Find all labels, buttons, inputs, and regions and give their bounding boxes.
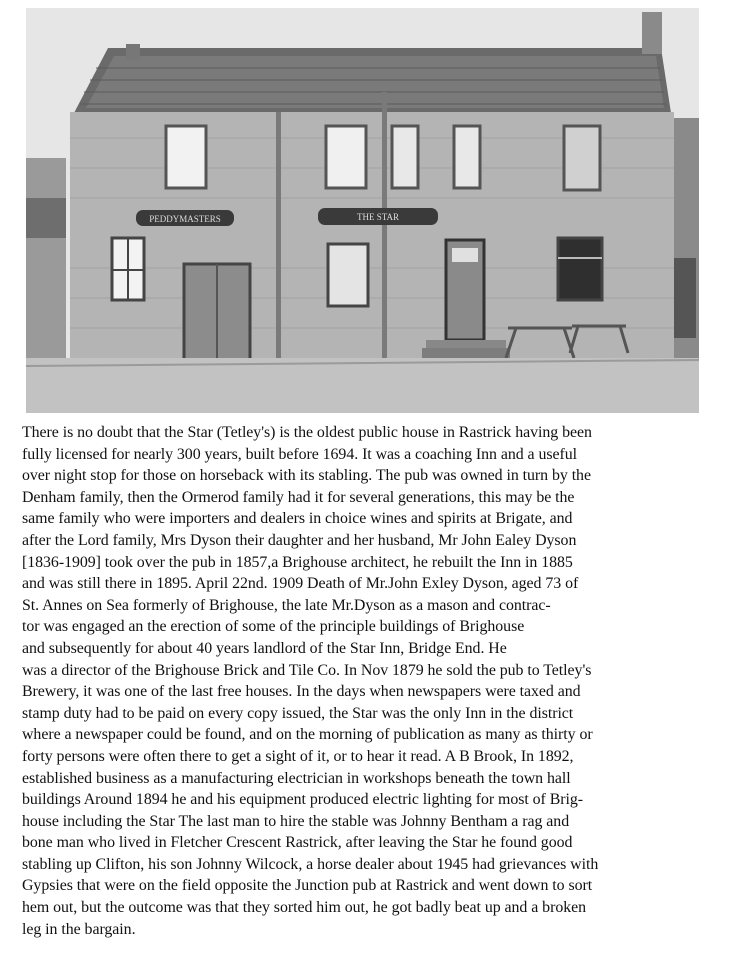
text-line: and was still there in 1895. April 22nd. 1909 Death of Mr.John Exley Dyson, aged 73 of	[22, 575, 579, 593]
text-line: was a director of the Brighouse Brick and Tile Co. In Nov 1879 he sold the pub to Tetley's	[22, 661, 592, 679]
text-line: Denham family, then the Ormerod family had it for several generations, this may be the	[22, 488, 575, 506]
text-line: Gypsies that were on the field opposite the Junction pub at Rastrick and went down to sort	[22, 877, 593, 895]
text-line: [1836-1909] took over the pub in 1857,a Brighouse architect, he rebuilt the Inn in 1885	[22, 553, 573, 571]
text-line: house including the Star The last man to hire the stable was Johnny Bentham a rag and	[22, 812, 570, 830]
sign-center-text: THE STAR	[356, 212, 400, 222]
text-line: buildings Around 1894 he and his equipment produced electric lighting for most of Brig-	[22, 791, 583, 809]
sign-left-text: PEDDYMASTERS	[149, 214, 221, 224]
text-line: leg in the bargain.	[22, 920, 136, 938]
text-line: forty persons were often there to get a sight of it, or to hear it read. A B Brook, In 1892,	[22, 747, 574, 765]
text-line: Brewery, it was one of the last free houses. In the days when newspapers were taxed and	[22, 683, 581, 701]
star-inn-photograph	[26, 8, 699, 413]
text-line: established business as a manufacturing electrician in workshops beneath the town hall	[22, 769, 571, 787]
text-line: stamp duty had to be paid on every copy issued, the Star was the only Inn in the district	[22, 704, 574, 722]
building-illustration	[26, 8, 699, 413]
history-text	[22, 422, 714, 940]
text-line: tor was engaged an the erection of some of the principle buildings of Brighouse	[22, 618, 525, 636]
text-line: There is no doubt that the Star (Tetley's) is the oldest public house in Rastrick having been	[22, 424, 592, 441]
text-line: fully licensed for nearly 300 years, built before 1694. It was a coaching Inn and a useful	[22, 445, 578, 463]
text-line: where a newspaper could be found, and on the morning of publication as many as thirty or	[22, 726, 593, 744]
text-line: hem out, but the outcome was that they sorted him out, he got badly beat up and a broken	[22, 899, 587, 917]
text-line: same family who were importers and dealers in choice wines and spirits at Brigate, and	[22, 510, 573, 528]
text-line: after the Lord family, Mrs Dyson their daughter and her husband, Mr John Ealey Dyson	[22, 531, 577, 549]
text-line: and subsequently for about 40 years landlord of the Star Inn, Bridge End. He	[22, 639, 507, 657]
text-line: St. Annes on Sea formerly of Brighouse, the late Mr.Dyson as a mason and contrac-	[22, 596, 551, 614]
text-line: over night stop for those on horseback with its stabling. The pub was owned in turn by the	[22, 467, 591, 485]
text-line: bone man who lived in Fletcher Crescent Rastrick, after leaving the Star he found good	[22, 834, 573, 852]
text-line: stabling up Clifton, his son Johnny Wilcock, a horse dealer about 1945 had grievances with	[22, 855, 599, 873]
